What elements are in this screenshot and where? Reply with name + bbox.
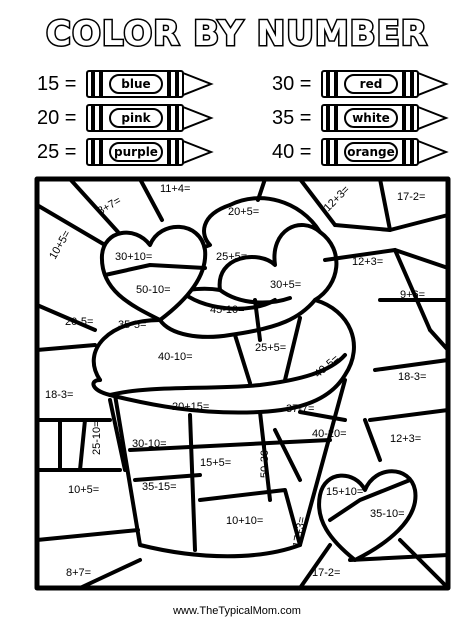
key-number: 15 = bbox=[37, 73, 77, 95]
eq-label: 35-5= bbox=[118, 319, 147, 331]
crayon-label: orange bbox=[347, 145, 395, 159]
eq-label: 18-3= bbox=[45, 389, 74, 401]
eq-label: 17-2= bbox=[397, 191, 426, 203]
eq-label: 8+7= bbox=[66, 567, 92, 579]
eq-label: 25+5= bbox=[255, 342, 287, 354]
crayon-label: pink bbox=[121, 111, 151, 125]
eq-label: 37-7= bbox=[286, 403, 315, 415]
eq-label: 30-10= bbox=[132, 438, 167, 450]
eq-label: 40-5= bbox=[312, 352, 342, 381]
eq-label: 30+10= bbox=[115, 251, 153, 263]
key-number: 30 = bbox=[272, 73, 312, 95]
eq-label: 20-5= bbox=[65, 316, 94, 328]
eq-label: 12+3= bbox=[390, 433, 422, 445]
crayon-label: white bbox=[352, 111, 390, 125]
eq-label: 17-2= bbox=[312, 567, 341, 579]
eq-label: 10+5= bbox=[47, 228, 74, 262]
eq-label: 11+4= bbox=[160, 183, 191, 195]
eq-label: 40-10= bbox=[158, 351, 193, 363]
eq-label: 25-10= bbox=[91, 420, 103, 455]
eq-label: 35-10= bbox=[370, 508, 405, 520]
key-number: 20 = bbox=[37, 107, 77, 129]
eq-label: 9+6= bbox=[400, 289, 426, 301]
eq-label: 12+3= bbox=[321, 183, 353, 215]
eq-label: 50-10= bbox=[136, 284, 171, 296]
eq-label: 10+10= bbox=[226, 515, 264, 527]
eq-label: 45-10= bbox=[210, 304, 245, 316]
eq-label: 20+5= bbox=[228, 206, 260, 218]
eq-label: 8+7= bbox=[95, 194, 124, 218]
eq-label: 18-3= bbox=[398, 371, 427, 383]
crayon-label: purple bbox=[114, 145, 158, 159]
eq-label: 20+15= bbox=[172, 401, 210, 413]
eq-label: 25+5= bbox=[216, 251, 248, 263]
eq-label: 12+3= bbox=[352, 256, 384, 268]
eq-label: 50-30= bbox=[259, 443, 271, 478]
eq-label: 15+5= bbox=[200, 457, 232, 469]
key-number: 25 = bbox=[37, 141, 77, 163]
eq-label: 17+3= bbox=[291, 515, 309, 549]
page-title: COLOR BY NUMBER bbox=[46, 14, 428, 54]
key-number: 35 = bbox=[272, 107, 312, 129]
eq-label: 15+10= bbox=[326, 486, 364, 498]
eq-label: 40-20= bbox=[312, 428, 347, 440]
eq-label: 10+5= bbox=[68, 484, 100, 496]
footer-website: www.TheTypicalMom.com bbox=[173, 605, 301, 617]
eq-label: 35-15= bbox=[142, 481, 177, 493]
key-number: 40 = bbox=[272, 141, 312, 163]
crayon-label: blue bbox=[121, 77, 151, 91]
eq-label: 30+5= bbox=[270, 279, 302, 291]
crayon-label: red bbox=[359, 77, 383, 91]
